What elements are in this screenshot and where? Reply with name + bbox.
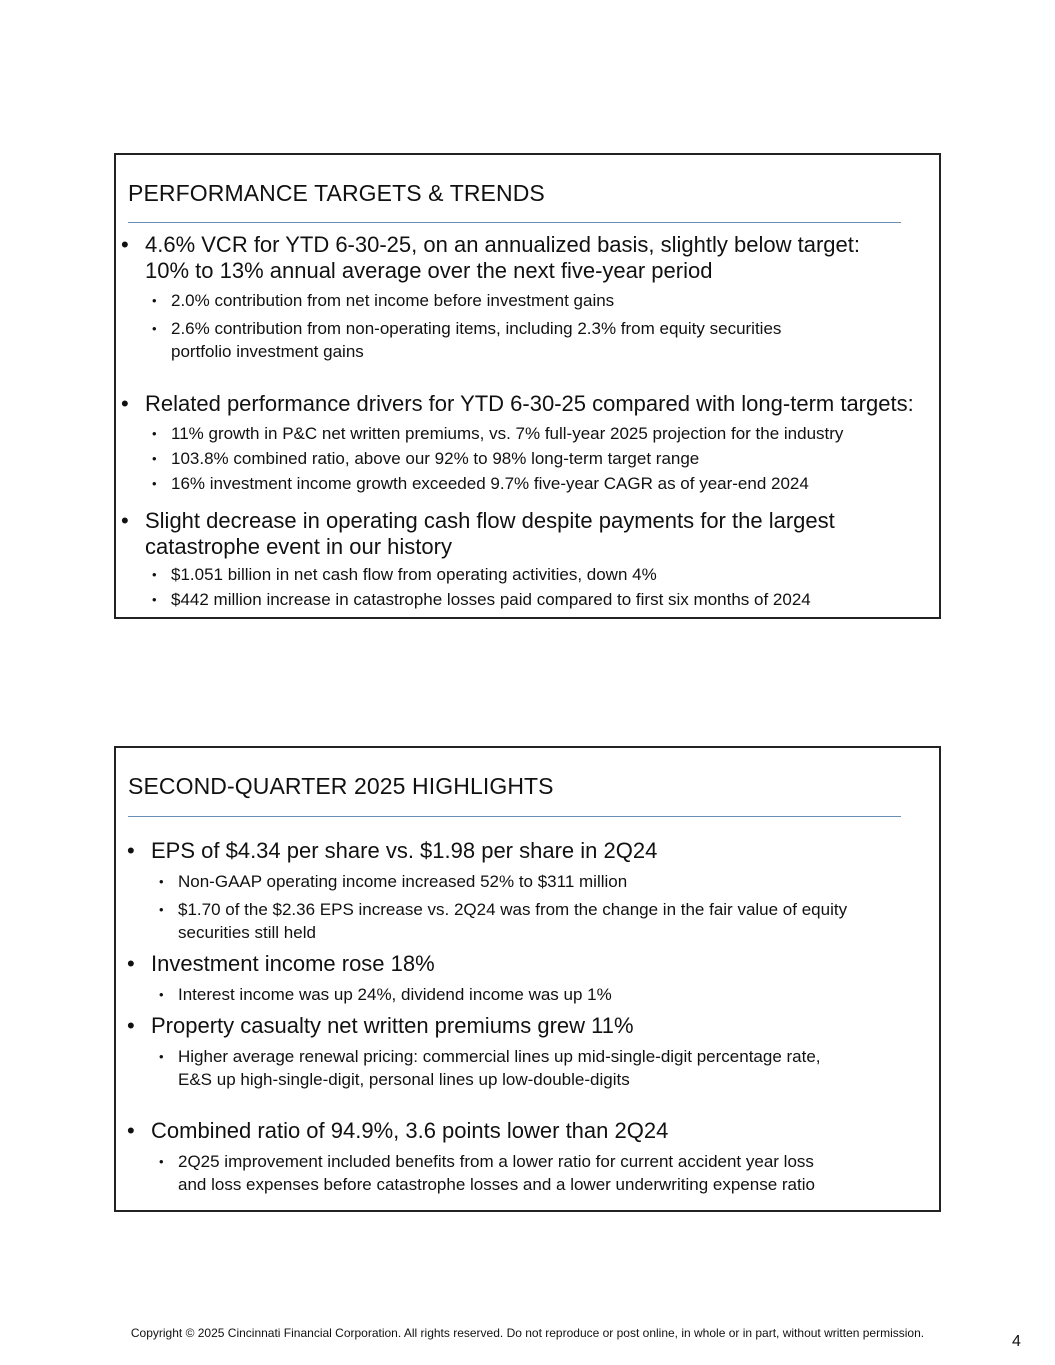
title-divider bbox=[128, 816, 901, 817]
sub-bullet bbox=[152, 447, 700, 470]
bullet-dot: • bbox=[127, 1118, 135, 1143]
sub-bullet bbox=[159, 898, 848, 944]
bullet-text: 2Q25 improvement included benefits from a lower ratio for current accident year loss bbox=[178, 1152, 814, 1171]
bullet-dot: • bbox=[121, 391, 129, 416]
bullet-text: Slight decrease in operating cash flow despite payments for the largest bbox=[145, 508, 835, 533]
bullet-dot: • bbox=[152, 592, 157, 607]
slide-performance-targets bbox=[114, 153, 941, 619]
bullet-investment-income bbox=[127, 951, 435, 977]
bullet-dot: • bbox=[127, 1013, 135, 1038]
bullet-combined-ratio bbox=[127, 1118, 669, 1144]
sub-bullet bbox=[159, 870, 628, 893]
sub-bullet bbox=[152, 289, 615, 312]
bullet-text: Investment income rose 18% bbox=[151, 951, 435, 976]
bullet-text: Non-GAAP operating income increased 52% to $311 million bbox=[178, 872, 628, 891]
slide-title: SECOND-QUARTER 2025 HIGHLIGHTS bbox=[128, 773, 554, 799]
bullet-dot: • bbox=[152, 426, 157, 441]
bullet-text: catastrophe event in our history bbox=[145, 534, 452, 559]
bullet-text: $442 million increase in catastrophe losses paid compared to first six months of 2024 bbox=[171, 590, 811, 609]
bullet-text: 2.6% contribution from non-operating items, including 2.3% from equity securities bbox=[171, 319, 782, 338]
sub-bullet bbox=[152, 472, 809, 495]
bullet-premiums bbox=[127, 1013, 634, 1039]
bullet-dot: • bbox=[127, 838, 135, 863]
bullet-dot: • bbox=[152, 321, 157, 336]
bullet-text: 11% growth in P&C net written premiums, vs. 7% full-year 2025 projection for the industry bbox=[171, 424, 844, 443]
sub-bullet bbox=[152, 422, 844, 445]
bullet-text: E&S up high-single-digit, personal lines up low-double-digits bbox=[178, 1070, 630, 1089]
bullet-text: and loss expenses before catastrophe losses and a lower underwriting expense ratio bbox=[178, 1175, 815, 1194]
bullet-vcr bbox=[121, 232, 860, 284]
slide-title: PERFORMANCE TARGETS & TRENDS bbox=[128, 180, 545, 206]
bullet-dot: • bbox=[159, 1049, 164, 1064]
bullet-text: 103.8% combined ratio, above our 92% to 98% long-term target range bbox=[171, 449, 700, 468]
bullet-text: $1.051 billion in net cash flow from operating activities, down 4% bbox=[171, 565, 657, 584]
bullet-text: $1.70 of the $2.36 EPS increase vs. 2Q24 was from the change in the fair value of equity bbox=[178, 900, 848, 919]
bullet-text: portfolio investment gains bbox=[171, 342, 364, 361]
bullet-dot: • bbox=[159, 874, 164, 889]
bullet-dot: • bbox=[127, 951, 135, 976]
bullet-dot: • bbox=[159, 987, 164, 1002]
bullet-dot: • bbox=[152, 567, 157, 582]
bullet-dot: • bbox=[159, 1154, 164, 1169]
sub-bullet bbox=[159, 1150, 815, 1196]
bullet-text: 4.6% VCR for YTD 6-30-25, on an annualized basis, slightly below target: bbox=[145, 232, 860, 257]
bullet-eps bbox=[127, 838, 658, 864]
bullet-dot: • bbox=[152, 476, 157, 491]
bullet-text: securities still held bbox=[178, 923, 316, 942]
bullet-text: Higher average renewal pricing: commercial lines up mid-single-digit percentage rate, bbox=[178, 1047, 821, 1066]
page-number: 4 bbox=[1012, 1333, 1021, 1350]
bullet-text: EPS of $4.34 per share vs. $1.98 per share in 2Q24 bbox=[151, 838, 658, 863]
bullet-dot: • bbox=[152, 451, 157, 466]
copyright-footer: Copyright © 2025 Cincinnati Financial Corporation. All rights reserved. Do not reproduce or post online, in whole or in part, without written permission. bbox=[130, 1326, 925, 1340]
bullet-dot: • bbox=[121, 508, 129, 533]
sub-bullet bbox=[152, 317, 782, 363]
slide-second-quarter-highlights bbox=[114, 746, 941, 1212]
bullet-performance-drivers bbox=[121, 391, 914, 417]
bullet-text: 2.0% contribution from net income before investment gains bbox=[171, 291, 615, 310]
sub-bullet bbox=[152, 563, 657, 586]
bullet-dot: • bbox=[159, 902, 164, 917]
bullet-text: 16% investment income growth exceeded 9.7% five-year CAGR as of year-end 2024 bbox=[171, 474, 809, 493]
sub-bullet bbox=[152, 588, 811, 611]
bullet-text: Combined ratio of 94.9%, 3.6 points lower than 2Q24 bbox=[151, 1118, 669, 1143]
bullet-text: 10% to 13% annual average over the next five-year period bbox=[145, 258, 713, 283]
bullet-text: Property casualty net written premiums grew 11% bbox=[151, 1013, 634, 1038]
bullet-text: Related performance drivers for YTD 6-30-25 compared with long-term targets: bbox=[145, 391, 914, 416]
bullet-dot: • bbox=[152, 293, 157, 308]
title-divider bbox=[128, 222, 901, 223]
bullet-text: Interest income was up 24%, dividend income was up 1% bbox=[178, 985, 612, 1004]
sub-bullet bbox=[159, 983, 612, 1006]
bullet-dot: • bbox=[121, 232, 129, 257]
bullet-cash-flow bbox=[121, 508, 835, 560]
sub-bullet bbox=[159, 1045, 821, 1091]
